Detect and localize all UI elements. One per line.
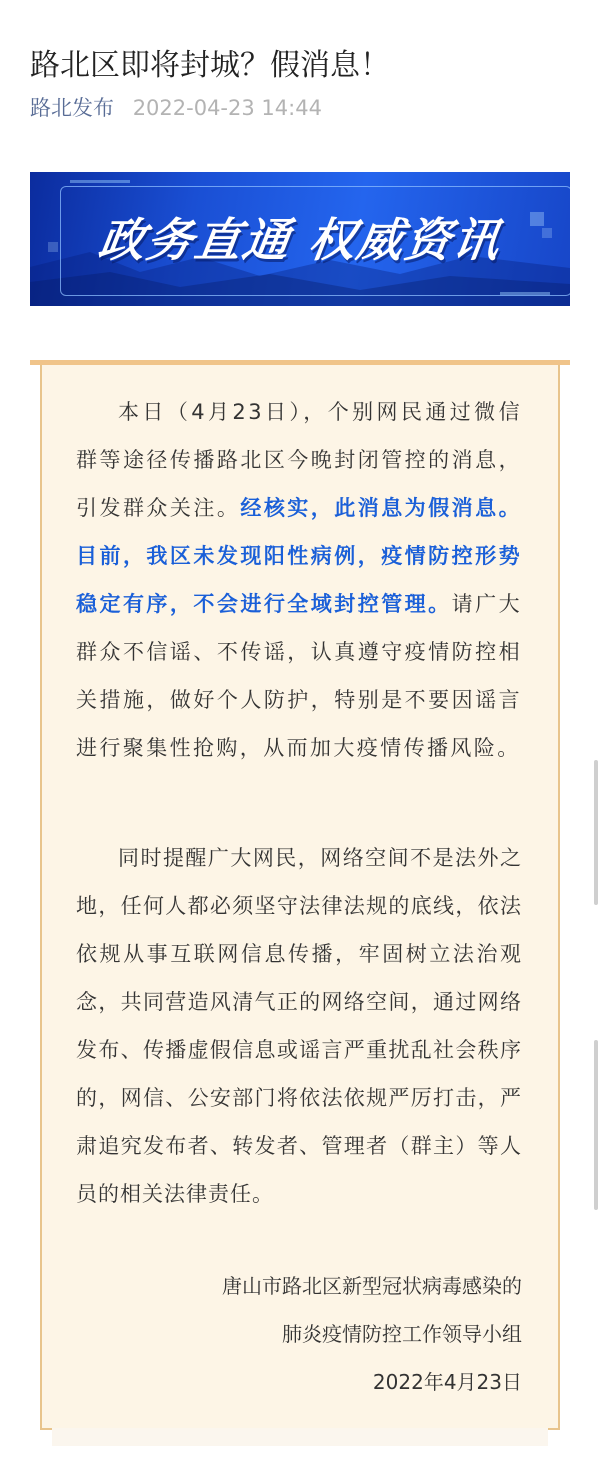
publish-time: 2022-04-23 14:44	[132, 96, 322, 120]
paragraph-1-text-after: 请广大群众不信谣、不传谣，认真遵守疫情防控相关措施，做好个人防护，特别是不要因谣言进行聚集性抢购，从而加大疫情传播风险。	[76, 592, 522, 760]
banner-text: 政务直通 权威资讯	[95, 213, 505, 267]
account-name-link[interactable]: 路北发布	[30, 96, 114, 120]
paragraph-1-highlight: 经核实，此消息为假消息。目前，我区未发现阳性病例，疫情防控形势稳定有序，不会进行全域封控管理。	[76, 496, 522, 616]
signature-date: 2022年4月23日	[372, 1370, 522, 1394]
scrollbar-thumb[interactable]	[594, 760, 598, 905]
article-meta	[30, 92, 322, 124]
banner-image	[30, 172, 570, 306]
signature-line-1: 唐山市路北区新型冠状病毒感染的	[222, 1274, 522, 1298]
signature-line-2: 肺炎疫情防控工作领导小组	[282, 1322, 522, 1346]
paragraph-1-text-before: 本日（4月23日），个别网民通过微信群等途径传播路北区今晚封闭管控的消息，引发群众关注。	[76, 400, 522, 520]
article-title: 路北区即将封城？假消息！	[30, 48, 390, 84]
scrollbar-track-segment[interactable]	[594, 1040, 598, 1210]
notice-shadow	[52, 1428, 548, 1446]
notice-paragraph-2: 同时提醒广大网民，网络空间不是法外之地，任何人都必须坚守法律法规的底线，依法依规从事互联网信息传播，牢固树立法治观念，共同营造风清气正的网络空间，通过网络发布、传播虚假信息或谣言严重扰乱社会秩序的，网信、公安部门将依法依规严厉打击，严肃追究发布者、转发者、管理者（群主）等人员的相关法律责任。	[76, 846, 522, 1206]
notice-paragraph-1	[76, 388, 522, 772]
